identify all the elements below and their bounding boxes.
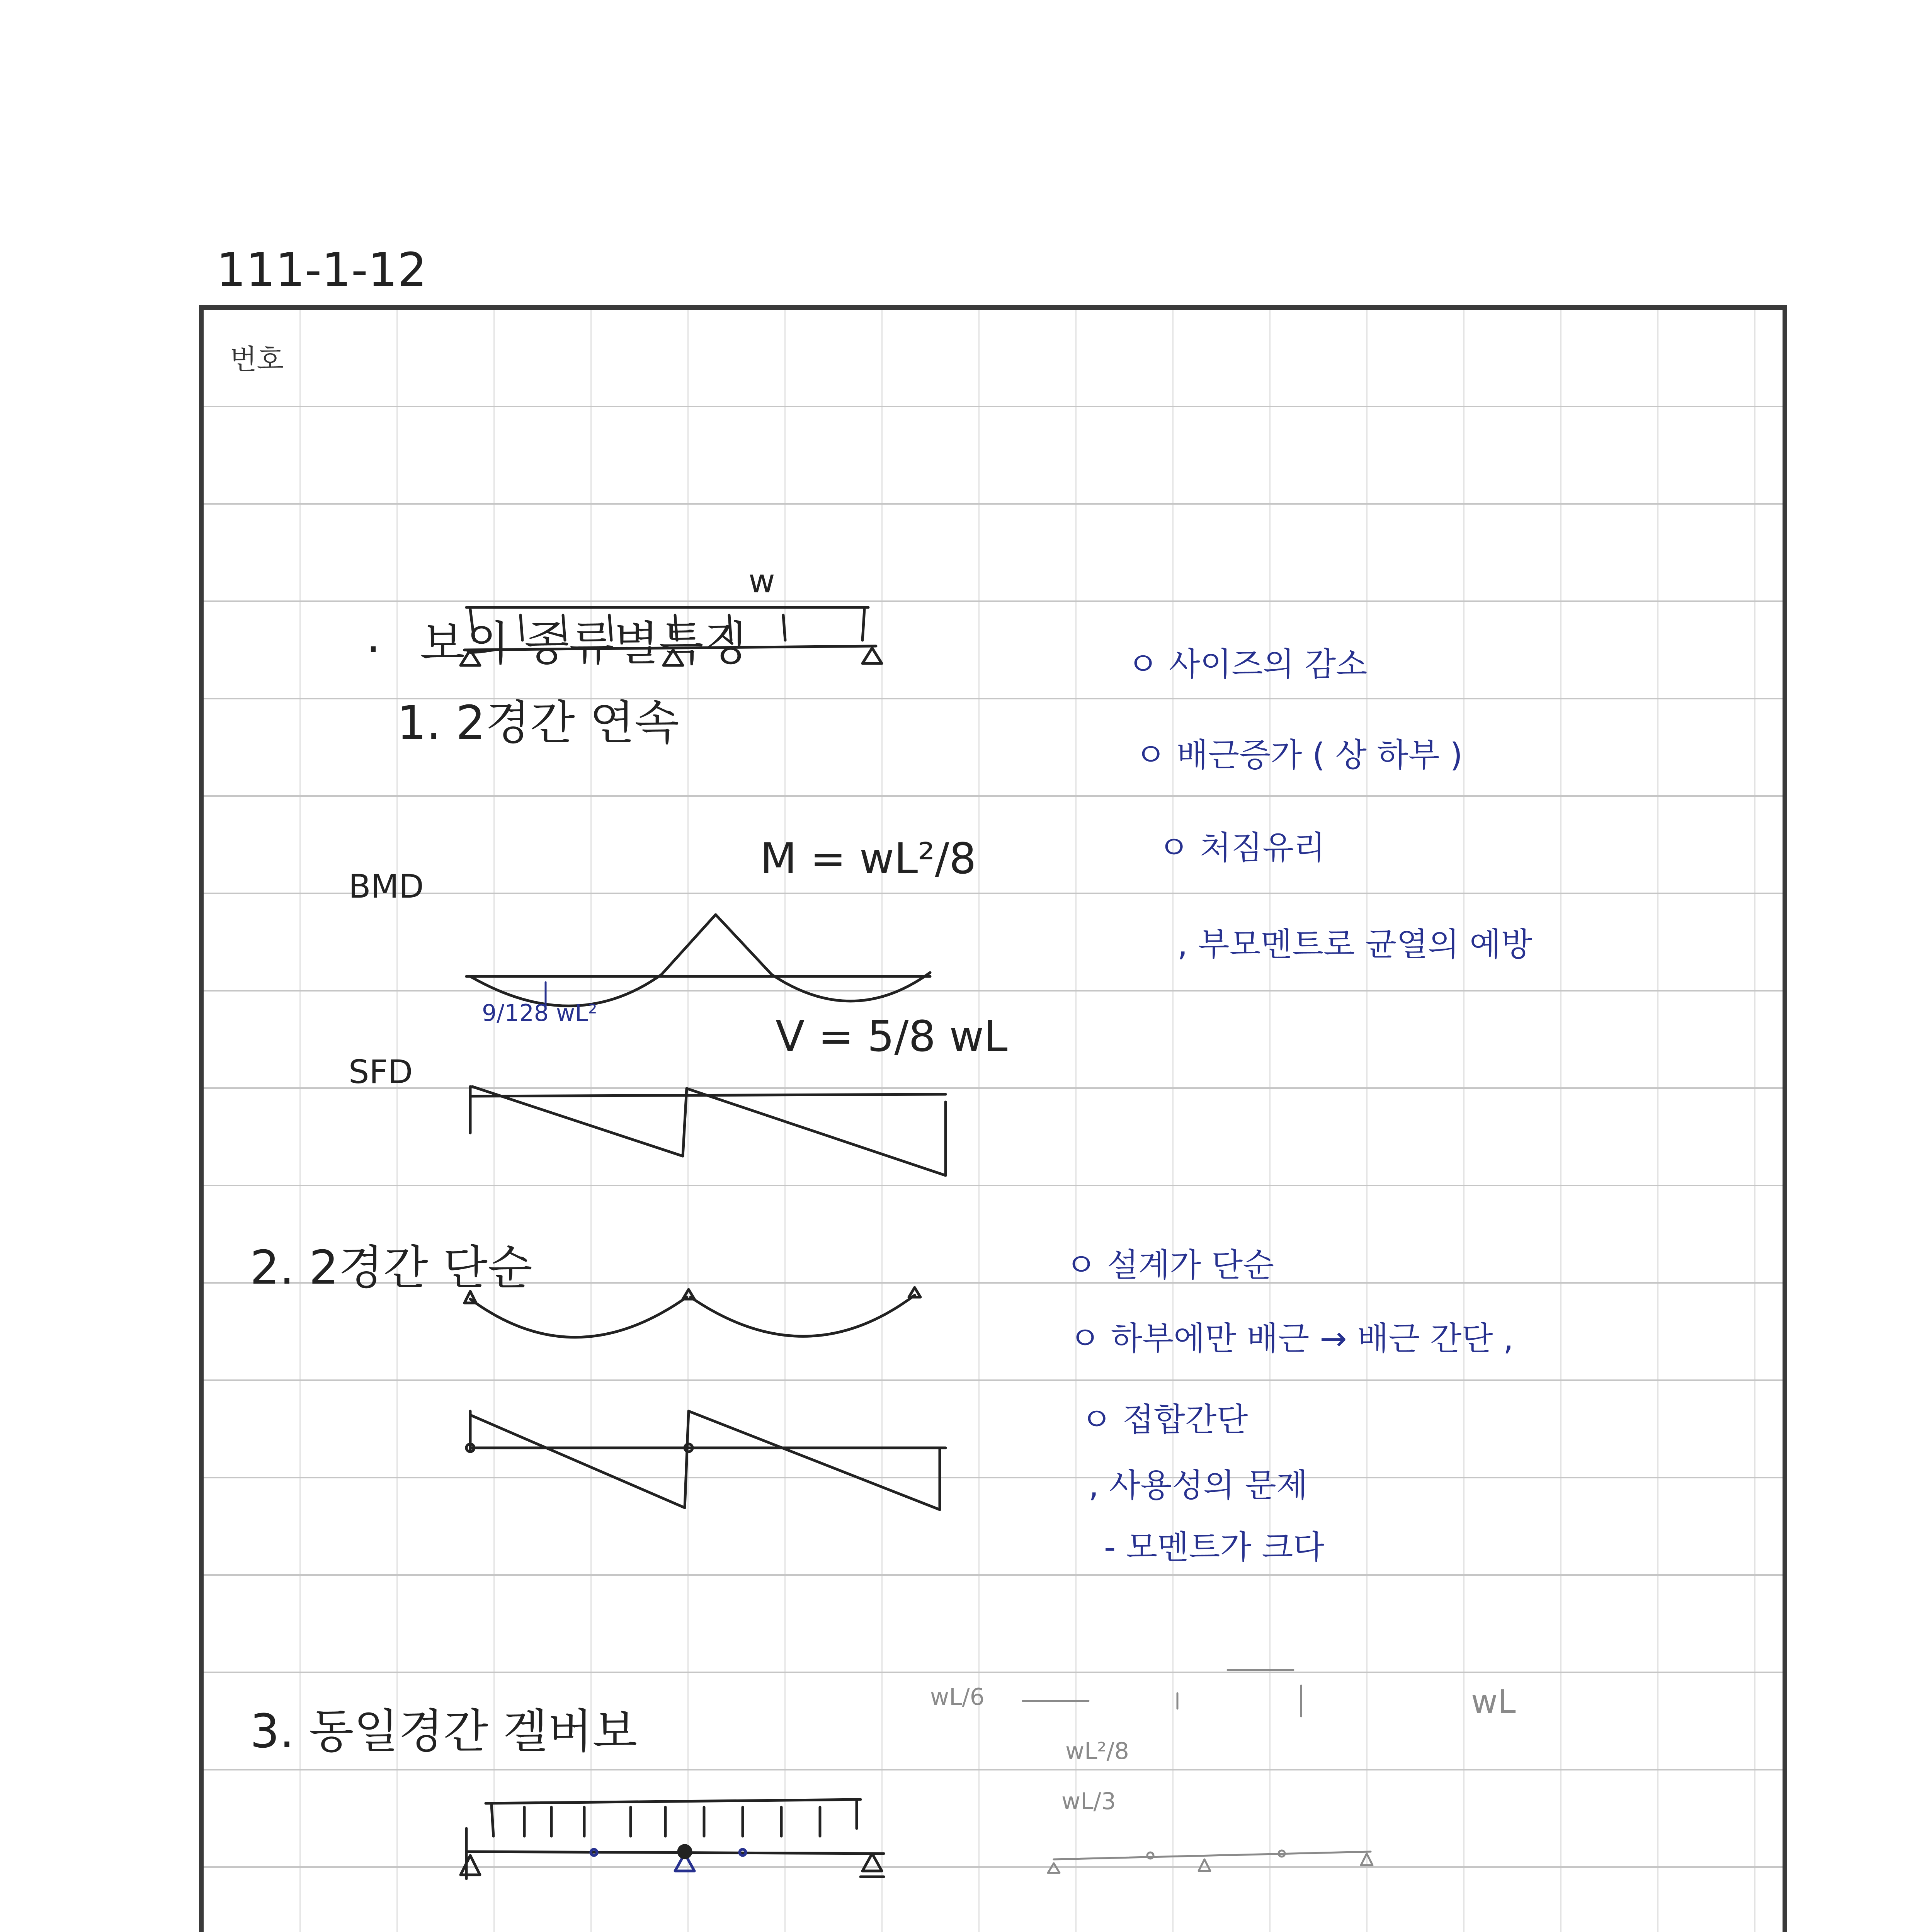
title-bullet: ·	[366, 623, 381, 677]
scratch-fraction: wL²/8	[1065, 1738, 1129, 1765]
note-item: ㅇ 사이즈의 감소	[1127, 645, 1368, 683]
scratch-fraction: wL/3	[1061, 1788, 1116, 1815]
page-header: 111-1-12	[216, 243, 427, 297]
section-heading: 3. 동일경간 겔버보	[250, 1705, 638, 1759]
note-item: ㅇ 배근증가 ( 상 하부 )	[1135, 736, 1463, 774]
note-item: ㅇ 설계가 단순	[1065, 1246, 1274, 1284]
note-item: ㅇ 하부에만 배근 → 배근 간단 ,	[1069, 1320, 1514, 1357]
page-title: 보의 종류별특징	[420, 617, 748, 671]
scratch-fraction: wL/6	[930, 1684, 985, 1711]
note-item: , 부모멘트로 균열의 예방	[1177, 925, 1533, 963]
scratch-label: wL	[1471, 1683, 1516, 1721]
continuous-beam-sfd	[470, 1087, 946, 1175]
note-item: ㅇ 처짐유리	[1158, 829, 1325, 867]
gerber-beam-load-diagram	[461, 1799, 884, 1879]
number-field-label: 번호	[230, 344, 284, 375]
note-item: ㅇ 접합간단	[1081, 1401, 1248, 1439]
sfd-label: SFD	[349, 1053, 413, 1091]
bmd-formula: M = wL²/8	[760, 834, 976, 883]
simple-span-bmd	[464, 1287, 920, 1337]
note-sheet	[199, 305, 1787, 1932]
load-label: w	[748, 562, 775, 600]
note-item: , 사용성의 문제	[1089, 1466, 1308, 1504]
continuous-beam-bmd	[466, 915, 930, 1009]
section-heading: 1. 2경간 연속	[397, 696, 679, 750]
bmd-midspan-label: 9/128 wL²	[482, 1000, 597, 1027]
bmd-label: BMD	[349, 867, 424, 905]
sfd-formula: V = 5/8 wL	[776, 1012, 1008, 1061]
beam-diagrams	[204, 310, 1783, 1932]
simple-span-sfd	[466, 1411, 946, 1510]
note-item: - 모멘트가 크다	[1104, 1528, 1325, 1566]
section-heading: 2. 2경간 단순	[250, 1241, 532, 1295]
